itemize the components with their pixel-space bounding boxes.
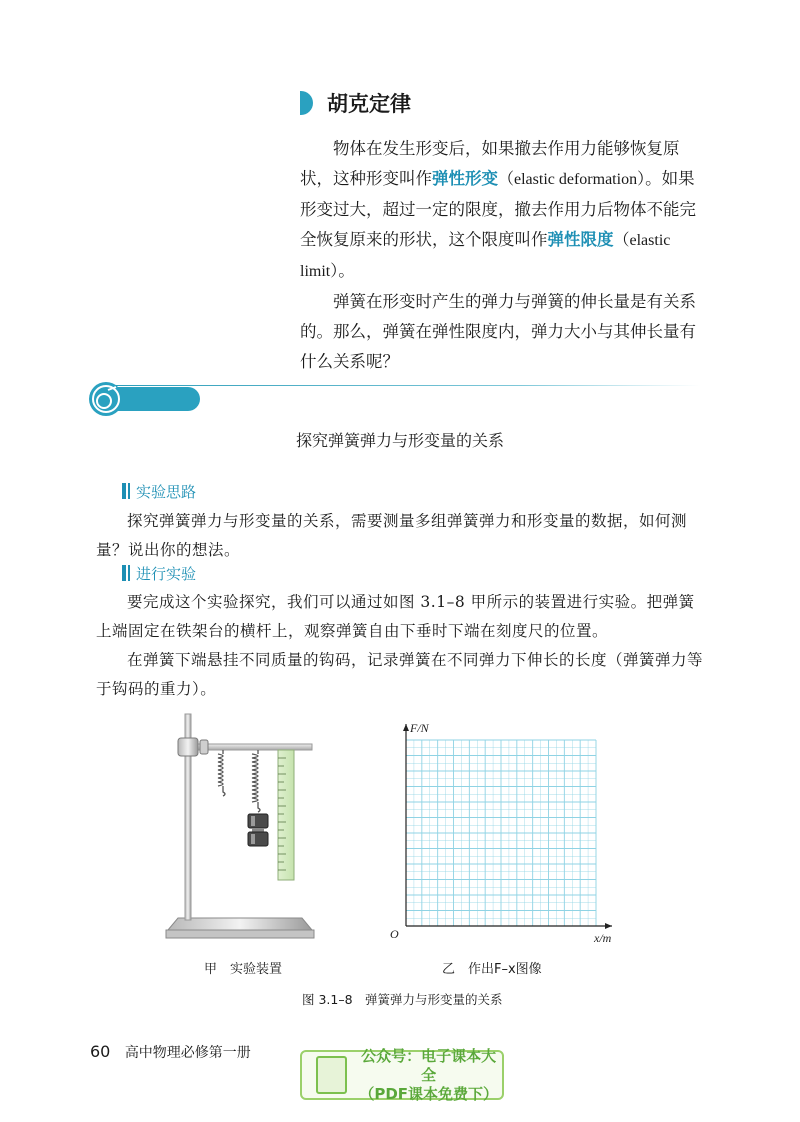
banner-pill [112, 387, 200, 411]
apparatus-illustration [160, 710, 320, 945]
page-number: 60 [90, 1042, 111, 1061]
y-axis-arrow-icon [403, 724, 409, 731]
right-caption: 乙 作出F–x图像 [442, 962, 542, 977]
experiment-title: 探究弹簧弹力与形变量的关系 [295, 431, 504, 450]
heading-marker-icon [300, 91, 313, 115]
subhead-procedure: 进行实验 [122, 562, 196, 584]
x-axis-arrow-icon [605, 923, 612, 929]
page-footer [90, 1042, 251, 1062]
spring-short [218, 750, 225, 796]
left-caption: 甲 实验装置 [204, 962, 283, 977]
term-elastic-limit: 弹性限度 [547, 230, 614, 249]
banner-line [100, 385, 700, 386]
watermark-stamp: 公众号：电子课本大全 （PDF课本免费下） [300, 1050, 504, 1100]
subhead-idea: 实验思路 [122, 480, 196, 502]
section-heading [300, 88, 411, 118]
intro-paragraph-1: 物体在发生形变后，如果撤去作用力能够恢复原状，这种形变叫作弹性形变（elastic deformation）。如果形变过大，超过一定的限度，撤去作用力后物体不能完全恢复原来的形状，这个限度叫作弹性限度（elastic limit）。 [300, 139, 696, 280]
spring-long [252, 750, 260, 812]
x-axis-label: x/m [594, 931, 612, 945]
idea-text: 探究弹簧弹力与形变量的关系，需要测量多组弹簧弹力和形变量的数据，如何测量？说出你的想法。 [96, 512, 688, 559]
procedure-text: 要完成这个实验探究，我们可以通过如图 3.1–8 甲所示的装置进行实验。把弹簧上端固定在铁架台的横杆上，观察弹簧自由下垂时下端在刻度尺的位置。 在弹簧下端悬挂不同质量的钩码，记录弹簧在不同弹力下伸长的长度（弹簧弹力等于钩码的重力）。 [96, 593, 704, 698]
intro-text [300, 134, 708, 377]
figure-caption: 图 3.1–8 弹簧弹力与形变量的关系 [302, 992, 503, 1007]
experiment-icon [88, 381, 124, 417]
intro-paragraph-2: 弹簧在形变时产生的弹力与弹簧的伸长量是有关系的。那么，弹簧在弹性限度内，弹力大小与其伸长量有什么关系呢？ [300, 292, 696, 371]
origin-label: O [390, 927, 399, 941]
y-axis-label: F/N [410, 721, 429, 735]
book-icon [316, 1056, 347, 1094]
section-title: 胡克定律 [327, 92, 411, 116]
book-title: 高中物理必修第一册 [124, 1045, 251, 1061]
term-elastic-deformation: 弹性形变 [432, 169, 498, 188]
fx-graph [380, 718, 630, 950]
